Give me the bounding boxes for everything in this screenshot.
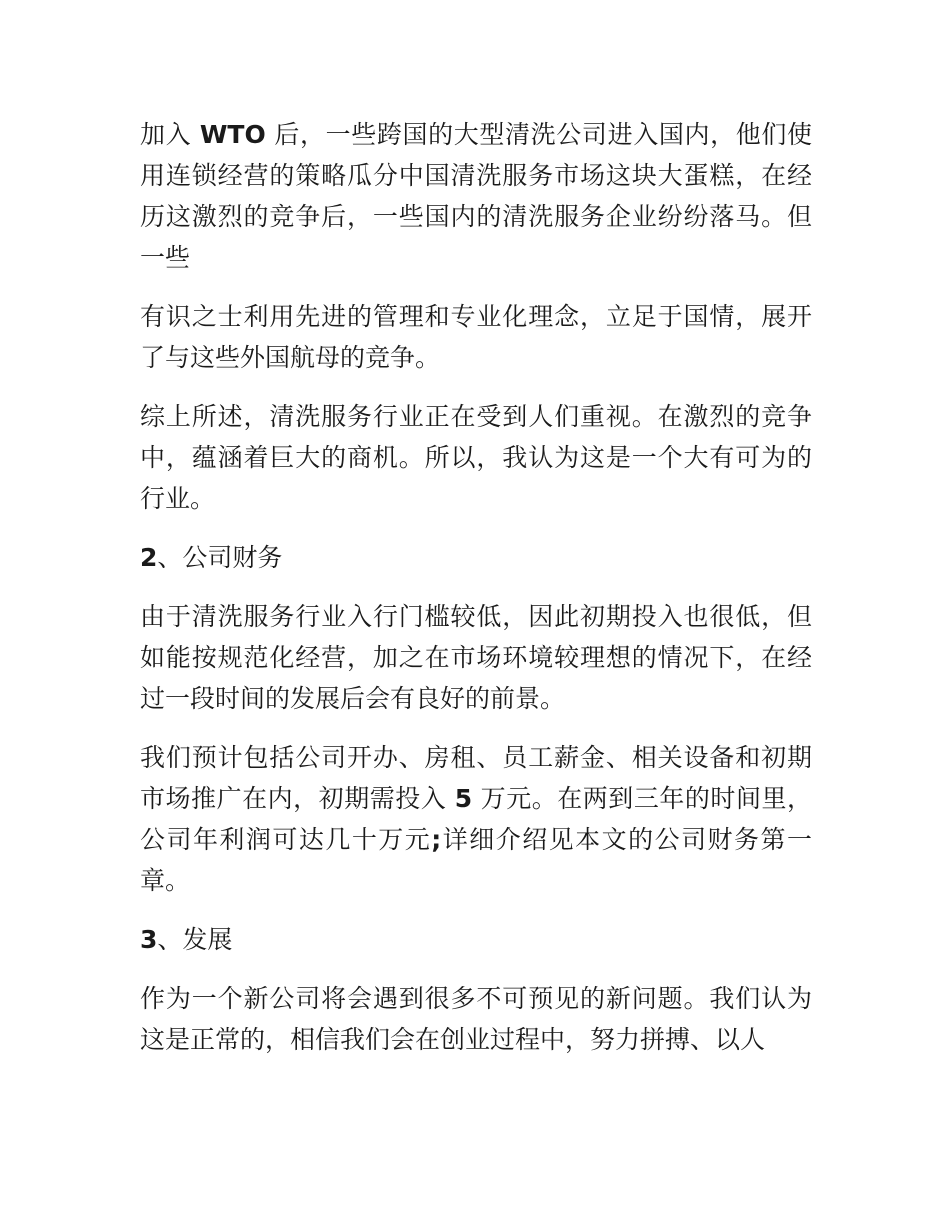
paragraph-development: 作为一个新公司将会遇到很多不可预见的新问题。我们认为这是正常的，相信我们会在创业过程中，努力拼搏、以人	[140, 984, 812, 1054]
paragraph-finance-threshold: 由于清洗服务行业入行门槛较低，因此初期投入也很低，但如能按规范化经营，加之在市场环境较理想的情况下，在经过一段时间的发展后会有良好的前景。	[140, 602, 812, 713]
section-heading-development: 3、发展	[140, 925, 233, 954]
paragraph-competition: 有识之士利用先进的管理和专业化理念，立足于国情，展开了与这些外国航母的竞争。	[140, 302, 812, 372]
section-heading-finance: 2、公司财务	[140, 543, 283, 572]
paragraph-summary: 综上所述，清洗服务行业正在受到人们重视。在激烈的竞争中，蕴涵着巨大的商机。所以，我认为这是一个大有可为的行业。	[140, 402, 812, 513]
paragraph-wto-intro: 加入 WTO 后，一些跨国的大型清洗公司进入国内，他们使用连锁经营的策略瓜分中国清洗服务市场这块大蛋糕，在经历这激烈的竞争后，一些国内的清洗服务企业纷纷落马。但一些	[140, 120, 813, 272]
document-page	[140, 114, 812, 1078]
paragraph-finance-investment: 我们预计包括公司开办、房租、员工薪金、相关设备和初期市场推广在内，初期需投入 5 万元。在两到三年的时间里，公司年利润可达几十万元;详细介绍见本文的公司财务第一章。	[140, 743, 812, 895]
